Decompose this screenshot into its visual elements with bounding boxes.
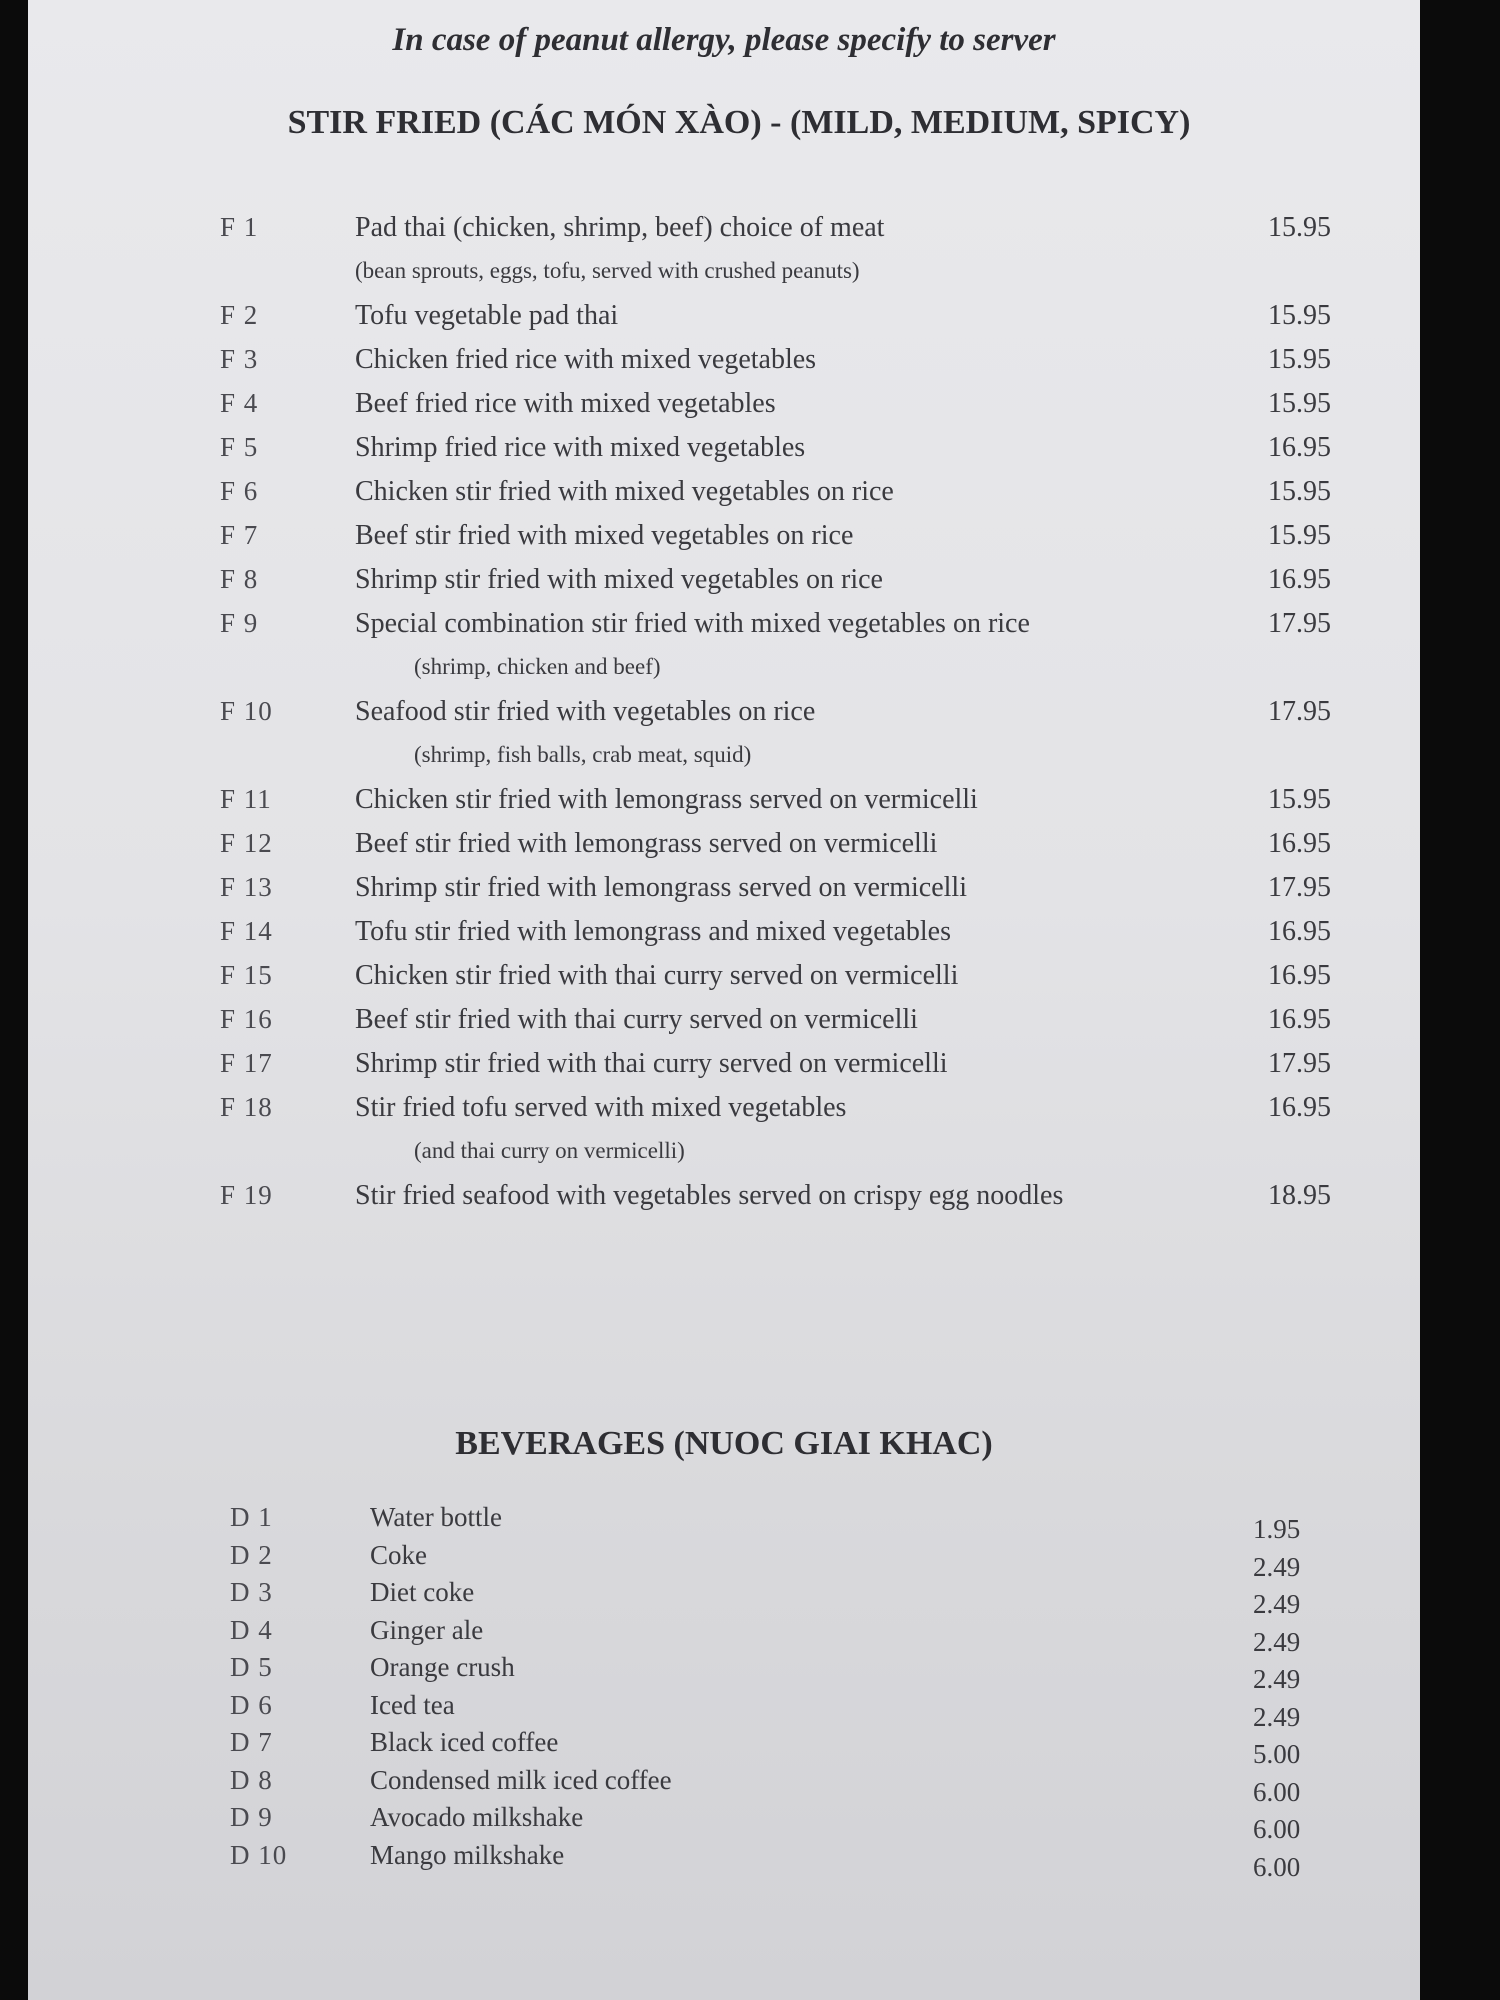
menu-item-row bbox=[28, 1802, 1420, 1844]
item-note: (and thai curry on vermicelli) bbox=[414, 1138, 685, 1163]
menu-item-row bbox=[28, 784, 1420, 828]
menu-item-row bbox=[28, 520, 1420, 564]
item-name: Tofu stir fried with lemongrass and mixed vegetables bbox=[355, 916, 951, 947]
menu-item-row bbox=[28, 960, 1420, 1004]
menu-page bbox=[28, 0, 1420, 2000]
item-code: F 13 bbox=[220, 872, 273, 902]
item-code: F 9 bbox=[220, 608, 259, 638]
item-name: Beef stir fried with lemongrass served on vermicelli bbox=[355, 828, 938, 859]
item-price: 16.95 bbox=[1268, 1092, 1331, 1123]
item-price: 16.95 bbox=[1268, 432, 1331, 463]
menu-item-row bbox=[28, 212, 1420, 300]
menu-item-row bbox=[28, 1577, 1420, 1619]
item-name: Shrimp stir fried with mixed vegetables on rice bbox=[355, 564, 883, 595]
item-note: (shrimp, chicken and beef) bbox=[414, 654, 661, 679]
item-code: F 4 bbox=[220, 388, 259, 418]
item-price: 2.49 bbox=[1253, 1626, 1301, 1657]
menu-item-row bbox=[28, 1092, 1420, 1180]
item-code: D 3 bbox=[230, 1577, 273, 1607]
item-name: Avocado milkshake bbox=[370, 1802, 584, 1832]
item-price: 17.95 bbox=[1268, 872, 1331, 903]
item-code: F 10 bbox=[220, 696, 273, 726]
item-name: Stir fried tofu served with mixed vegetables bbox=[355, 1092, 847, 1123]
item-note: (bean sprouts, eggs, tofu, served with crushed peanuts) bbox=[355, 258, 860, 283]
item-name: Shrimp stir fried with thai curry served on vermicelli bbox=[355, 1048, 948, 1079]
menu-item-row bbox=[28, 1614, 1420, 1657]
item-price: 15.95 bbox=[1268, 476, 1331, 507]
item-price: 2.49 bbox=[1253, 1551, 1301, 1582]
item-name: Chicken stir fried with mixed vegetables on rice bbox=[355, 476, 894, 507]
menu-item-row bbox=[28, 1502, 1420, 1544]
item-name: Shrimp fried rice with mixed vegetables bbox=[355, 432, 806, 463]
item-code: F 16 bbox=[220, 1004, 273, 1034]
item-name: Chicken stir fried with lemongrass served on vermicelli bbox=[355, 784, 978, 815]
item-price: 15.95 bbox=[1268, 388, 1331, 419]
item-name: Diet coke bbox=[370, 1577, 475, 1607]
item-price: 17.95 bbox=[1268, 1048, 1331, 1079]
menu-item-row bbox=[28, 388, 1420, 432]
menu-item-row bbox=[28, 344, 1420, 388]
menu-item-row bbox=[28, 564, 1420, 608]
item-name: Black iced coffee bbox=[370, 1727, 559, 1757]
menu-item-row bbox=[28, 696, 1420, 784]
item-name: Mango milkshake bbox=[370, 1839, 565, 1870]
item-code: D 9 bbox=[230, 1802, 273, 1832]
menu-item-row bbox=[28, 1180, 1420, 1224]
item-name: Chicken fried rice with mixed vegetables bbox=[355, 344, 817, 375]
item-price: 15.95 bbox=[1268, 344, 1331, 375]
item-name: Chicken stir fried with thai curry served on vermicelli bbox=[355, 960, 959, 991]
menu-item-row bbox=[28, 1689, 1420, 1732]
item-code: D 2 bbox=[230, 1539, 273, 1570]
menu-item-row bbox=[28, 1727, 1420, 1769]
item-price: 2.49 bbox=[1253, 1664, 1301, 1694]
item-code: F 1 bbox=[220, 212, 259, 242]
item-name: Orange crush bbox=[370, 1652, 515, 1682]
item-price: 6.00 bbox=[1253, 1814, 1301, 1844]
menu-item-row bbox=[28, 1048, 1420, 1092]
menu-item-row bbox=[28, 1539, 1420, 1582]
item-code: F 14 bbox=[220, 916, 273, 946]
item-name: Stir fried seafood with vegetables served on crispy egg noodles bbox=[355, 1180, 1064, 1211]
beverages-list bbox=[28, 1502, 1420, 1882]
item-price: 15.95 bbox=[1268, 300, 1331, 331]
item-name: Beef stir fried with mixed vegetables on rice bbox=[355, 520, 854, 551]
item-code: F 2 bbox=[220, 300, 259, 330]
item-name: Coke bbox=[370, 1539, 427, 1570]
item-price: 2.49 bbox=[1253, 1701, 1301, 1732]
item-price: 17.95 bbox=[1268, 608, 1331, 639]
item-code: F 12 bbox=[220, 828, 273, 858]
item-name: Seafood stir fried with vegetables on rice bbox=[355, 696, 816, 727]
item-price: 16.95 bbox=[1268, 828, 1331, 859]
menu-item-row bbox=[28, 608, 1420, 696]
item-code: D 5 bbox=[230, 1652, 273, 1682]
item-name: Beef stir fried with thai curry served on vermicelli bbox=[355, 1004, 918, 1035]
item-price: 5.00 bbox=[1253, 1739, 1301, 1769]
item-code: F 15 bbox=[220, 960, 273, 990]
menu-item-row bbox=[28, 1004, 1420, 1048]
item-code: F 11 bbox=[220, 784, 272, 814]
item-price: 17.95 bbox=[1268, 696, 1331, 727]
menu-item-row bbox=[28, 872, 1420, 916]
item-price: 15.95 bbox=[1268, 520, 1331, 551]
item-price: 6.00 bbox=[1253, 1776, 1301, 1807]
item-code: F 6 bbox=[220, 476, 259, 506]
menu-item-row bbox=[28, 1652, 1420, 1694]
item-code: F 5 bbox=[220, 432, 259, 462]
stir-fried-section-title: STIR FRIED (CÁC MÓN XÀO) - (MILD, MEDIUM, SPICY) bbox=[287, 104, 1191, 141]
menu-item-row bbox=[28, 1764, 1420, 1807]
peanut-allergy-notice: In case of peanut allergy, please specify to server bbox=[392, 22, 1056, 58]
item-name: Water bottle bbox=[370, 1502, 503, 1532]
menu-item-row bbox=[28, 828, 1420, 872]
item-price: 15.95 bbox=[1268, 784, 1331, 815]
beverages-section-title: BEVERAGES (NUOC GIAI KHAC) bbox=[455, 1425, 993, 1462]
stir-fried-list bbox=[28, 212, 1420, 1224]
item-code: D 8 bbox=[230, 1764, 273, 1795]
item-name: Ginger ale bbox=[370, 1614, 484, 1645]
item-name: Shrimp stir fried with lemongrass served on vermicelli bbox=[355, 872, 967, 903]
item-price: 6.00 bbox=[1253, 1851, 1301, 1882]
item-price: 2.49 bbox=[1253, 1589, 1301, 1619]
item-code: F 19 bbox=[220, 1180, 273, 1210]
item-code: D 4 bbox=[230, 1614, 273, 1645]
item-code: D 6 bbox=[230, 1689, 273, 1720]
menu-item-row bbox=[28, 476, 1420, 520]
item-code: F 7 bbox=[220, 520, 259, 550]
item-code: D 7 bbox=[230, 1727, 273, 1757]
menu-item-row bbox=[28, 1839, 1420, 1882]
item-code: D 10 bbox=[230, 1839, 288, 1870]
item-price: 18.95 bbox=[1268, 1180, 1331, 1211]
item-name: Condensed milk iced coffee bbox=[370, 1764, 672, 1795]
menu-item-row bbox=[28, 300, 1420, 344]
item-price: 15.95 bbox=[1268, 212, 1331, 243]
item-code: F 18 bbox=[220, 1092, 273, 1122]
item-note: (shrimp, fish balls, crab meat, squid) bbox=[414, 742, 752, 767]
item-price: 16.95 bbox=[1268, 1004, 1331, 1035]
item-name: Tofu vegetable pad thai bbox=[355, 300, 619, 331]
item-name: Iced tea bbox=[370, 1689, 455, 1720]
menu-item-row bbox=[28, 916, 1420, 960]
item-name: Beef fried rice with mixed vegetables bbox=[355, 388, 776, 419]
item-code: F 17 bbox=[220, 1048, 273, 1078]
item-price: 16.95 bbox=[1268, 960, 1331, 991]
item-code: F 3 bbox=[220, 344, 259, 374]
menu-item-row bbox=[28, 432, 1420, 476]
item-name: Special combination stir fried with mixed vegetables on rice bbox=[355, 608, 1030, 639]
item-code: D 1 bbox=[230, 1502, 273, 1532]
item-price: 1.95 bbox=[1253, 1514, 1301, 1544]
item-price: 16.95 bbox=[1268, 564, 1331, 595]
item-name: Pad thai (chicken, shrimp, beef) choice of meat bbox=[355, 212, 885, 243]
item-price: 16.95 bbox=[1268, 916, 1331, 947]
item-code: F 8 bbox=[220, 564, 259, 594]
